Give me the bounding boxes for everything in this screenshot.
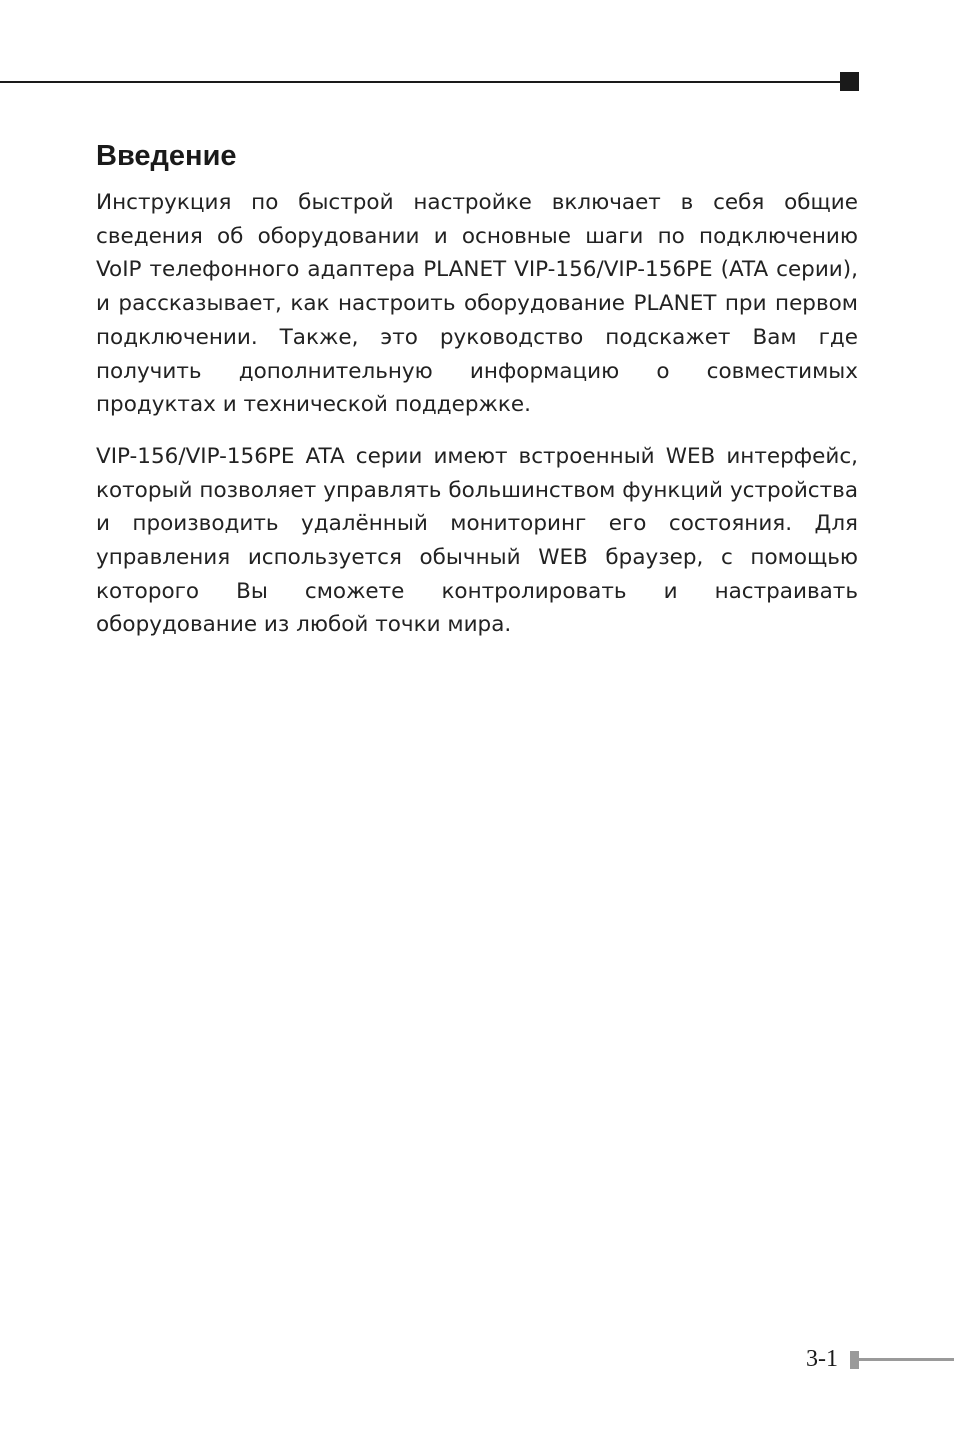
header-rule <box>0 81 842 83</box>
footer-block-marker <box>850 1351 859 1369</box>
paragraph-web-interface: VIP-156/VIP-156PE ATA серии имеют встроенный WEB интерфейс, который позволяет управлять большинством функций устройства и производить удалённый мониторинг его состояния. Для управления используется обычный WEB браузер, с помощью которого Вы сможете контролировать и настраивать оборудование из любой точки мира. <box>96 443 858 638</box>
paragraph-intro: Инструкция по быстрой настройке включает в себя общие сведения об оборудовании и основные шаги по подключению VoIP телефонного адаптера PLANET VIP-156/VIP-156PE (ATA серии), и рассказывает, как настроить оборудование PLANET при первом подключении. Также, это руководство подскажет Вам где получить дополнительную информацию о совместимых продуктах и технической поддержке. <box>96 190 858 418</box>
footer-rule <box>859 1358 954 1361</box>
page-number: 3-1 <box>806 1346 838 1372</box>
section-heading: Введение <box>96 140 237 172</box>
page-content <box>96 136 858 660</box>
header-square-marker <box>840 72 859 91</box>
